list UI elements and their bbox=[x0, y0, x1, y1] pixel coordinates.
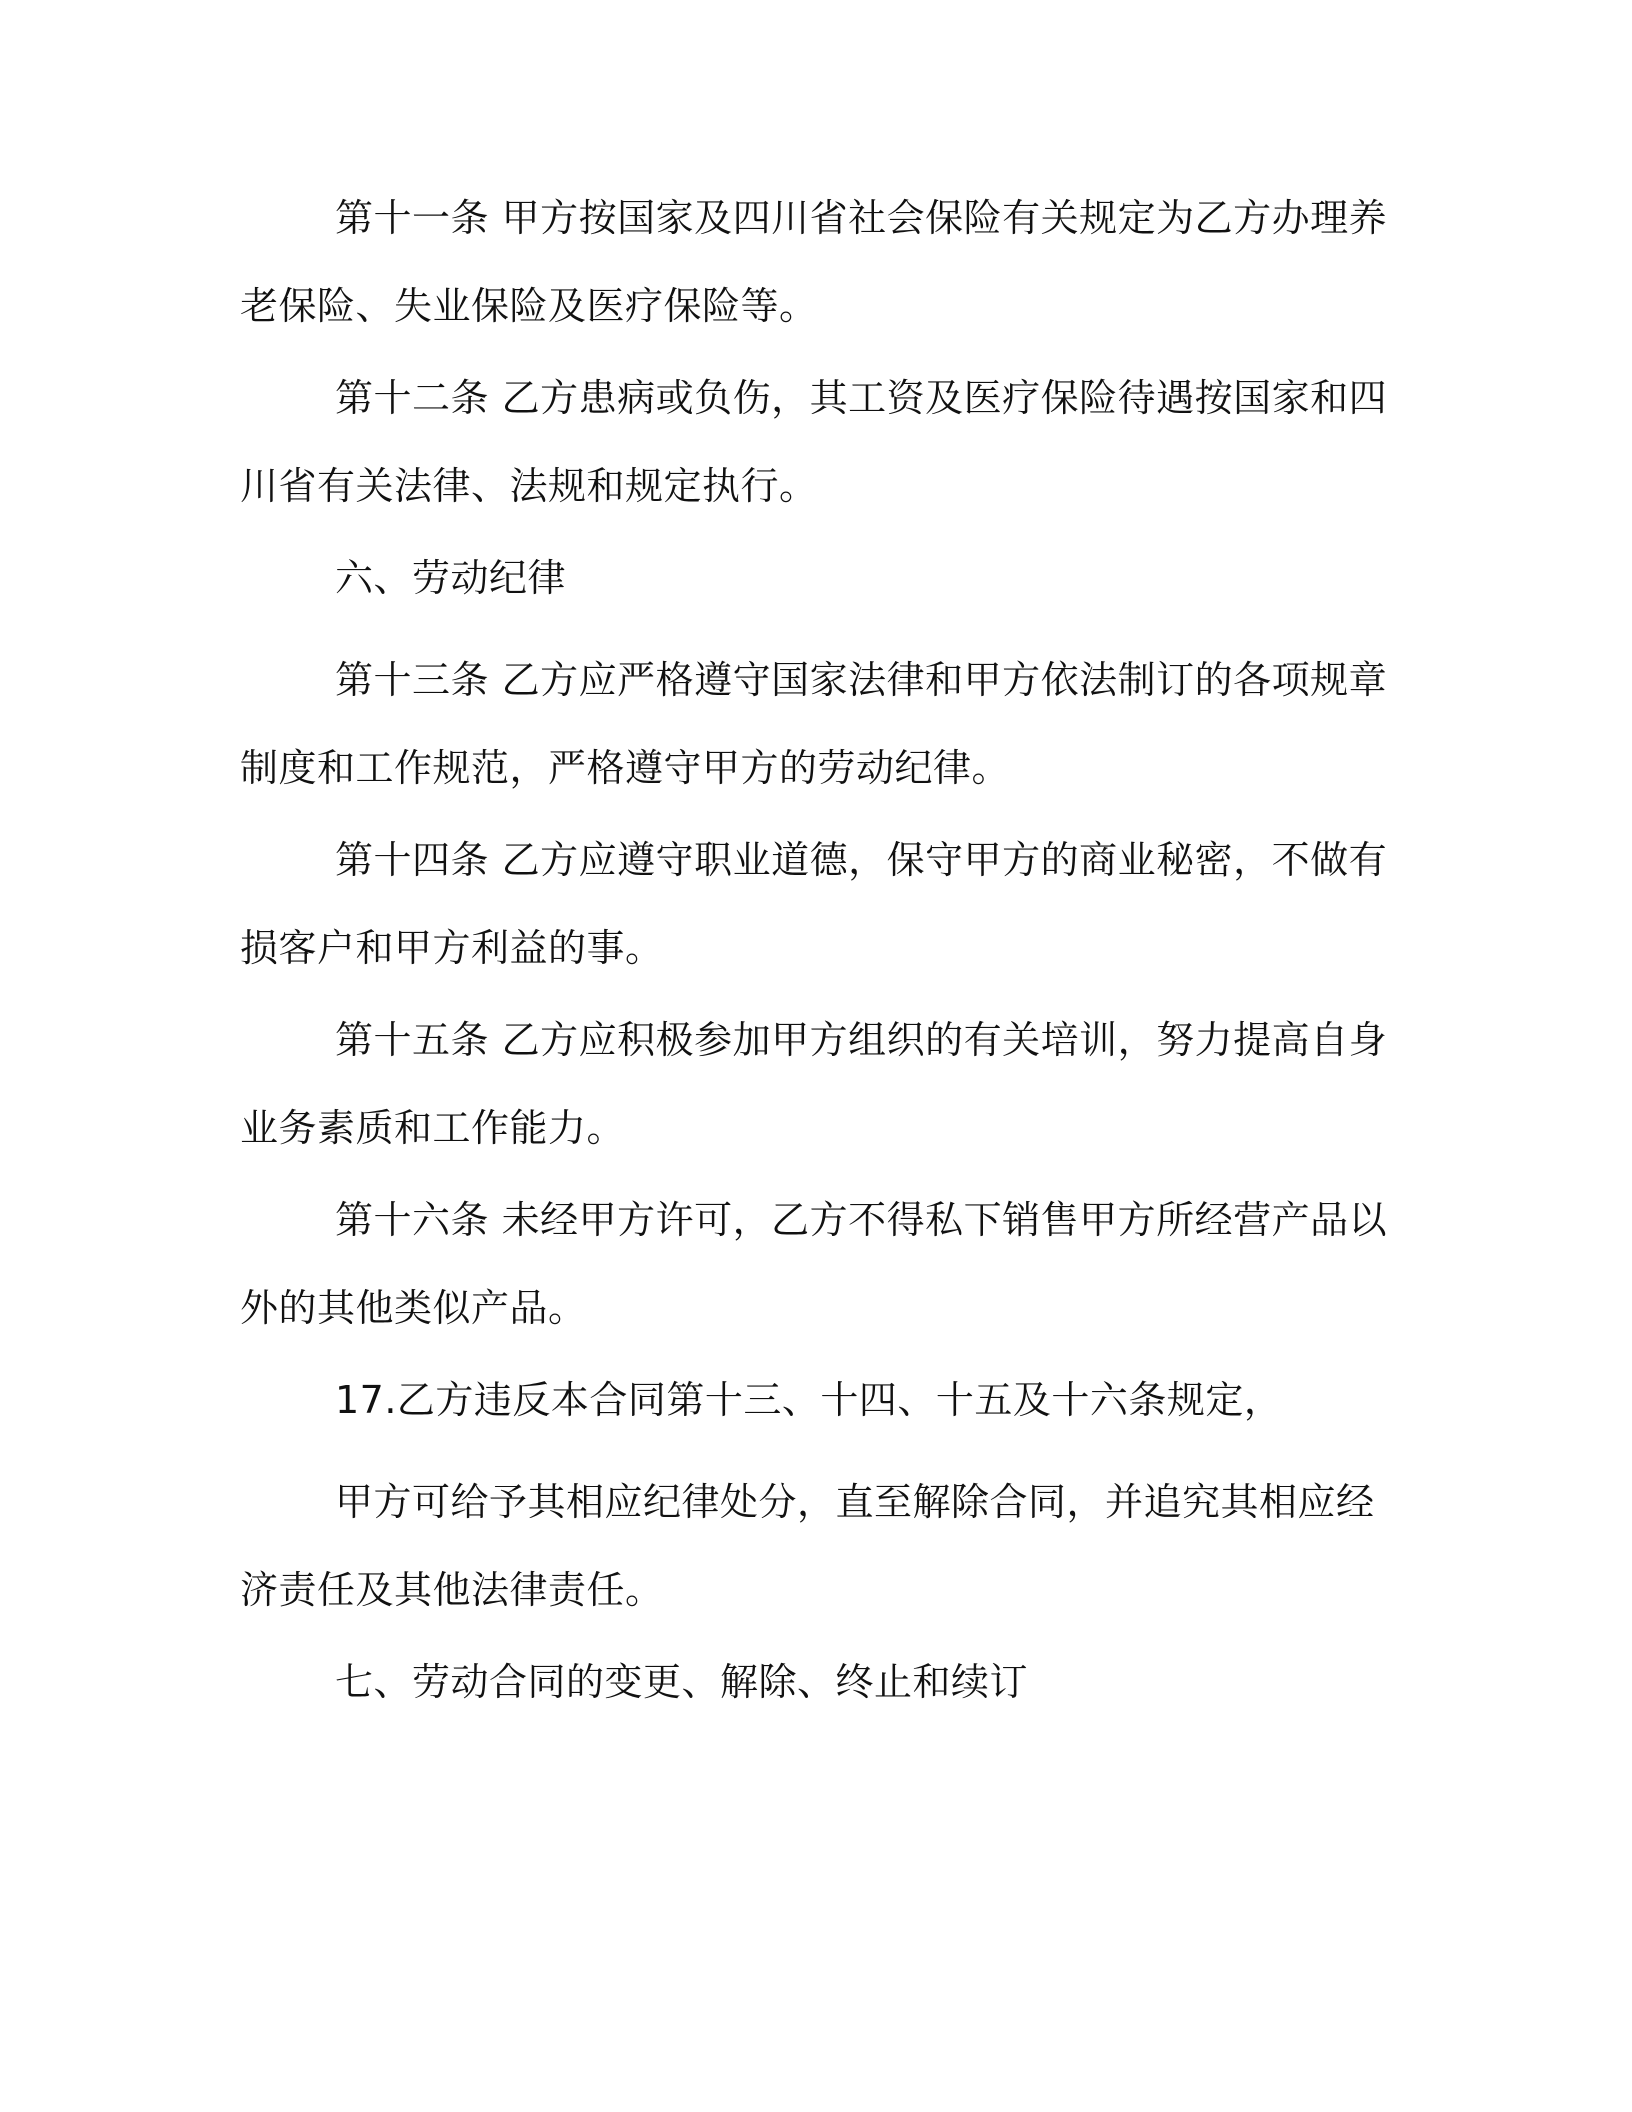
article-15: 第十五条 乙方应积极参加甲方组织的有关培训，努力提高自身业务素质和工作能力。 bbox=[240, 1018, 1388, 1150]
section-heading-contract-changes: 七、劳动合同的变更、解除、终止和续订 bbox=[335, 1660, 1029, 1704]
article-16: 第十六条 未经甲方许可，乙方不得私下销售甲方所经营产品以外的其他类似产品。 bbox=[240, 1198, 1388, 1330]
article-13: 第十三条 乙方应严格遵守国家法律和甲方依法制订的各项规章制度和工作规范，严格遵守甲方的劳动纪律。 bbox=[240, 658, 1388, 790]
article-17: 17.乙方违反本合同第十三、十四、十五及十六条规定， bbox=[335, 1378, 1283, 1422]
section-heading-labor-discipline: 六、劳动纪律 bbox=[335, 556, 567, 600]
article-17-continued: 甲方可给予其相应纪律处分，直至解除合同，并追究其相应经济责任及其他法律责任。 bbox=[240, 1480, 1375, 1612]
article-12: 第十二条 乙方患病或负伤，其工资及医疗保险待遇按国家和四川省有关法律、法规和规定执行。 bbox=[240, 376, 1388, 508]
article-14: 第十四条 乙方应遵守职业道德，保守甲方的商业秘密，不做有损客户和甲方利益的事。 bbox=[240, 838, 1388, 970]
article-11: 第十一条 甲方按国家及四川省社会保险有关规定为乙方办理养老保险、失业保险及医疗保险等。 bbox=[240, 196, 1388, 328]
